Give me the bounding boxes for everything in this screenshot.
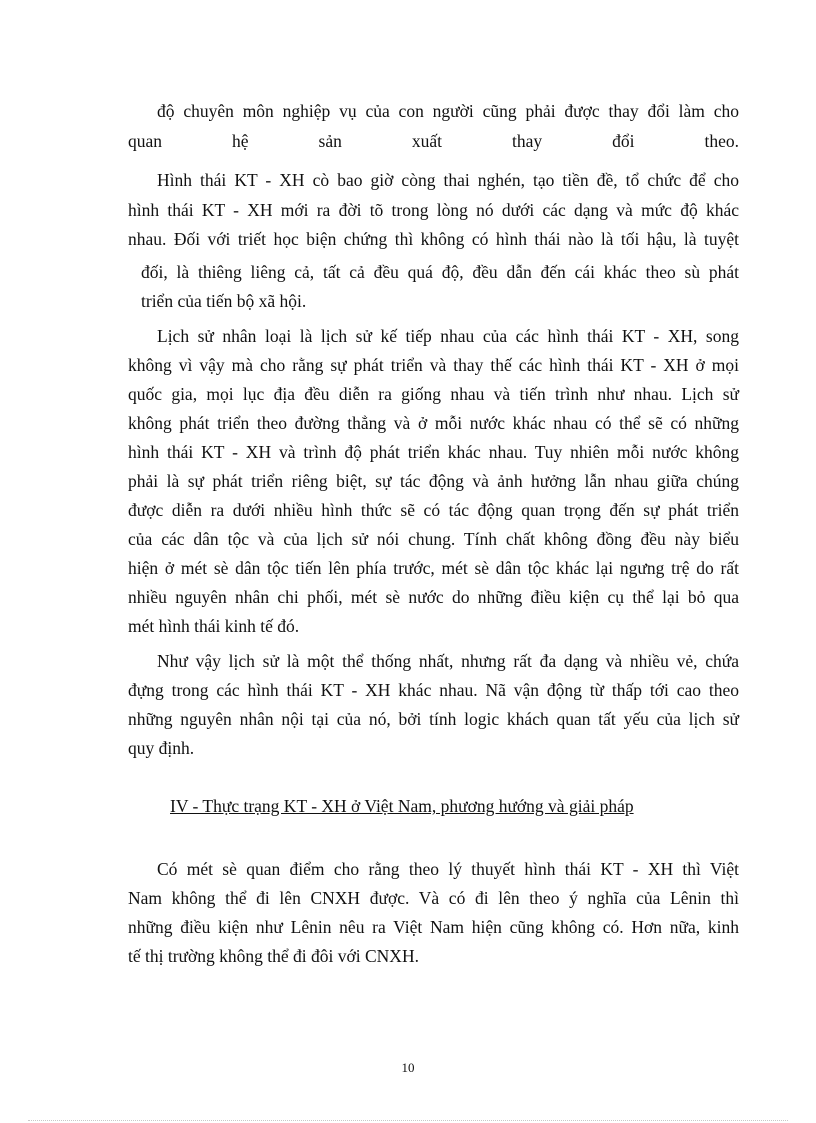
paragraph-3-line-2: không vì vậy mà cho rằng sự phát triển và thay thế các hình thái KT - XH ở mọi	[128, 355, 739, 375]
page-number: 10	[401, 1060, 415, 1075]
paragraph-5-line-1: Có mét sè quan điểm cho rằng theo lý thuyết hình thái KT - XH thì Việt	[157, 859, 739, 879]
paragraph-3-line-7: được diễn ra dưới nhiều hình thức sẽ có tác động quan trọng đến sự phát triển	[128, 500, 739, 520]
paragraph-2-line-5: triển của tiến bộ xã hội.	[141, 291, 307, 311]
paragraph-1-line-2: quan hệ sản xuất thay đổi theo.	[128, 131, 739, 151]
paragraph-3-line-9: hiện ở mét sè dân tộc tiến lên phía trước, mét sè dân tộc khác lại ngưng trệ do rất	[128, 558, 739, 578]
paragraph-4-line-3: những nguyên nhân nội tại của nó, bởi tính logic khách quan tất yếu của lịch sử	[128, 709, 739, 729]
paragraph-4-line-4: quy định.	[128, 738, 195, 758]
paragraph-3-line-1: Lịch sử nhân loại là lịch sử kế tiếp nhau của các hình thái KT - XH, song	[157, 326, 739, 346]
paragraph-3-line-8: của các dân tộc và của lịch sử nói chung. Tính chất không đồng đều này biểu	[128, 529, 739, 549]
paragraph-1-line-1: độ chuyên môn nghiệp vụ của con người cũng phải được thay đổi làm cho	[157, 101, 739, 121]
paragraph-2-line-2: hình thái KT - XH mới ra đời tõ trong lòng nó dưới các dạng và mức độ khác	[128, 200, 739, 220]
paragraph-3-line-3: quốc gia, mọi lục địa đều diễn ra giống nhau và tiến trình như nhau. Lịch sử	[128, 384, 739, 404]
paragraph-3-line-11: mét hình thái kinh tế đó.	[128, 616, 300, 636]
paragraph-4-line-2: đựng trong các hình thái KT - XH khác nhau. Nã vận động từ thấp tới cao theo	[128, 680, 739, 700]
paragraph-3-line-5: hình thái KT - XH và trình độ phát triển khác nhau. Tuy nhiên mỗi nước không	[128, 442, 739, 462]
paragraph-2-line-3: nhau. Đối với triết học biện chứng thì không có hình thái nào là tối hậu, là tuyệt	[128, 229, 739, 249]
paragraph-5-line-2: Nam không thể đi lên CNXH được. Và có đi lên theo ý nghĩa của Lênin thì	[128, 888, 739, 908]
paragraph-2-line-1: Hình thái KT - XH cò bao giờ còng thai nghén, tạo tiền đề, tổ chức để cho	[157, 170, 739, 190]
paragraph-3-line-10: nhiều nguyên nhân chi phối, mét sè nước do những điều kiện cụ thể lại bỏ qua	[128, 587, 739, 607]
paragraph-3-line-4: không phát triển theo đường thẳng và ở mỗi nước khác nhau có thể sẽ có những	[128, 413, 739, 433]
paragraph-5-line-4: tế thị trường không thể đi đôi với CNXH.	[128, 946, 419, 966]
section-heading: IV - Thực trạng KT - XH ở Việt Nam, phương hướng và giải pháp	[170, 796, 634, 816]
paragraph-5-line-3: những điều kiện như Lênin nêu ra Việt Nam hiện cũng không có. Hơn nữa, kinh	[128, 917, 739, 937]
paragraph-2-line-4: đối, là thiêng liêng cả, tất cả đều quá độ, đều dẫn đến cái khác theo sù phát	[141, 262, 739, 282]
paragraph-4-line-1: Như vậy lịch sử là một thể thống nhất, nhưng rất đa dạng và nhiều vẻ, chứa	[157, 651, 739, 671]
page-bottom-divider	[28, 1120, 788, 1121]
paragraph-3-line-6: phải là sự phát triển riêng biệt, sự tác động và ảnh hưởng lẫn nhau giữa chúng	[128, 471, 739, 491]
